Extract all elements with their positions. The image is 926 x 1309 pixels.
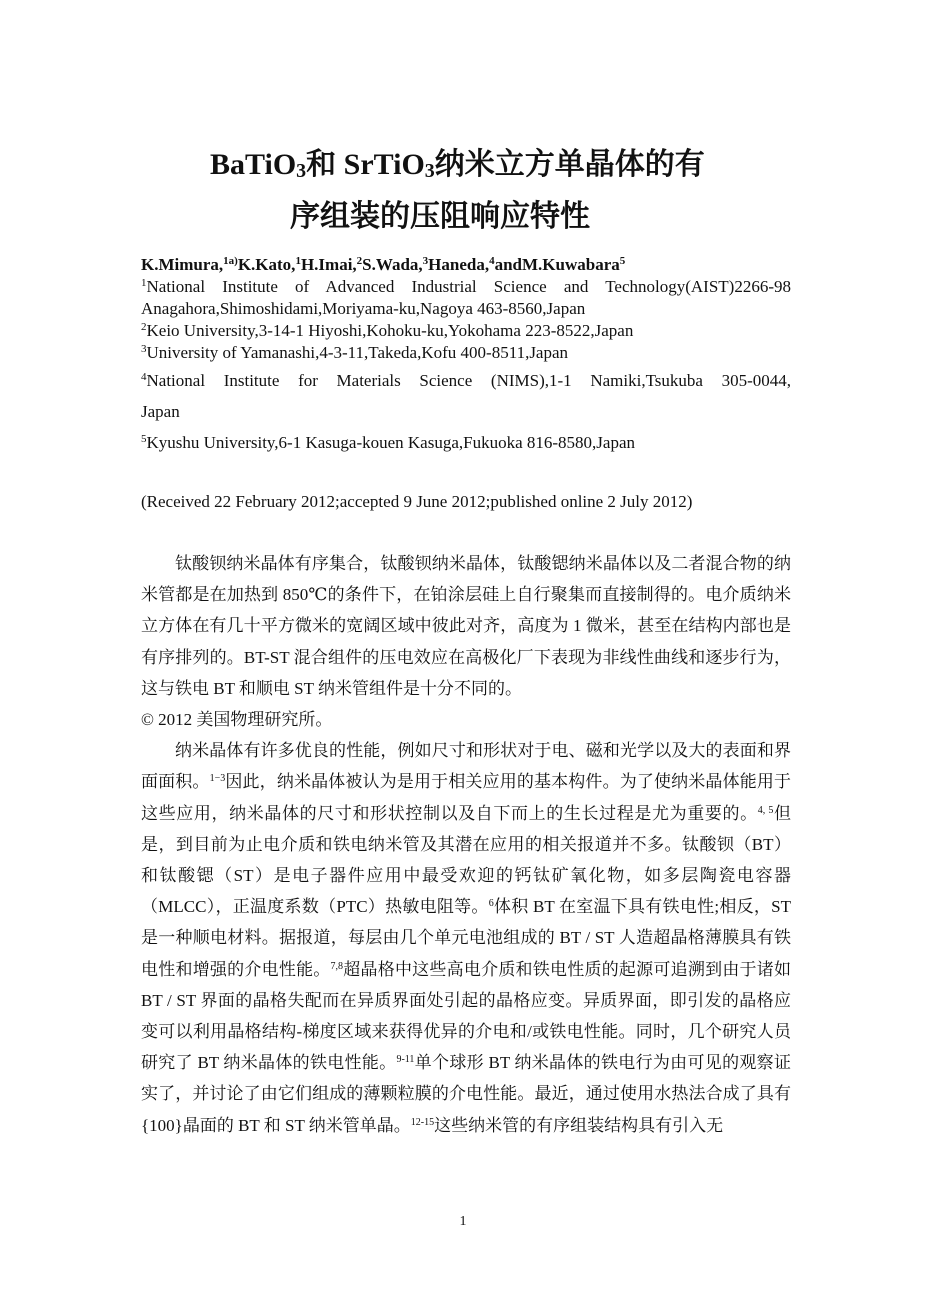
title-line-2: 序组装的压阻响应特性 — [290, 200, 590, 233]
author: andM.Kuwabara — [494, 255, 620, 274]
author: H.Imai, — [300, 255, 357, 274]
author: S.Wada, — [362, 255, 423, 274]
citation: 9-11 — [396, 1054, 415, 1066]
citation: 12-15 — [410, 1116, 435, 1128]
page-number: 1 — [459, 1214, 467, 1229]
affiliation-5: $^5$Kyushu University,6-1 Kasuga-kouen Kasuga,Fukuoka 816-8580,Japan — [141, 433, 636, 452]
author-list: K.Mimura,$^{1a)}$K.Kato,$^1$H.Imai,$^2$S.Wada,$^3$Haneda,$^4$andM.Kuwabara$^5$ — [141, 255, 626, 274]
author: Haneda, — [428, 255, 490, 274]
intro-paragraph: 纳米晶体有许多优良的性能，例如尺寸和形状对于电、磁和光学以及大的表面和界面面积。$^{1-3}$因此，纳米晶体被认为是用于相关应用的基本构件。为了使纳米晶体能用于这些应用，纳米晶体的尺寸和形状控制以及自下而上的生长过程是尤为重要的。$^{4, 5}$但是，到目前为止电介质和铁电纳米管及其潜在应用的相关报道并不多。钛酸钡（BT）和钛酸锶（ST）是电子器件应用中最受欢迎的钙钛矿氧化物，如多层陶瓷电容器（MLCC），正温度系数（PTC）热敏电阻等。$^6$体积 BT 在室温下具有铁电性;相反，ST 是一种顺电材料。据报道，每层由几个单元电池组成的 BT / ST 人造超晶格薄膜具有铁电性和增强的介电性能。$^{7,8}$超晶格中这些高电介质和铁电性质的起源可追溯到由于诸如 BT / ST 界面的晶格失配而在异质界面处引起的晶格应变。异质界面，即引发的晶格应变可以利用晶格结构-梯度区域来获得优异的介电和/或铁电性能。同时，几个研究人员研究了 BT 纳米晶体的铁电性能。$^{9-11}$单个球形 BT 纳米晶体的铁电行为由可见的观察证实了，并讨论了由它们组成的薄颗粒膜的介电性能。最近，通过使用水热法合成了具有{100}晶面的 BT 和 ST 纳米管单晶。$^{12-15}$这些纳米管的有序组装结构具有引入无 — [141, 741, 792, 1135]
citation: 6 — [488, 898, 494, 910]
title-line-1: BaTiO$_3$和 SrTiO$_3$纳米立方单晶体的有 — [210, 148, 705, 182]
citation: 4, 5 — [757, 804, 774, 816]
affiliation-1-cont: Anagahora,Shimoshidami,Moriyama-ku,Nagoya 463-8560,Japan — [141, 299, 586, 318]
title-conjunction: 和 — [306, 148, 337, 181]
author: K.Mimura, — [141, 255, 224, 274]
affiliation-1: $^1$National Institute of Advanced Industrial Science and Technology(AIST)2266-98 — [141, 277, 791, 296]
abstract-paragraph: 钛酸钡纳米晶体有序集合，钛酸钡纳米晶体，钛酸锶纳米晶体以及二者混合物的纳米管都是在加热到 850℃的条件下，在铂涂层硅上自行聚集而直接制得的。电介质纳米立方体在有几十平方微米的宽阔区域中彼此对齐，高度为 1 微米，甚至在结构内部也是有序排列的。BT-ST 混合组件的压电效应在高极化厂下表现为非线性曲线和逐步行为，这与铁电 BT 和顺电 ST 纳米管组件是十分不同的。 — [141, 554, 791, 698]
citation: 1−3 — [209, 773, 226, 785]
affiliation-2: $^2$Keio University,3-14-1 Hiyoshi,Kohoku-ku,Yokohama 223-8522,Japan — [141, 321, 634, 340]
paper-title — [140, 142, 850, 240]
affiliation-4: $^4$National Institute for Materials Science (NIMS),1-1 Namiki,Tsukuba 305-0044, — [141, 371, 791, 390]
received-dates: (Received 22 February 2012;accepted 9 June 2012;published online 2 July 2012) — [141, 492, 693, 511]
citation: 7,8 — [330, 960, 344, 972]
author: K.Kato, — [237, 255, 296, 274]
body-text — [141, 548, 791, 1141]
affiliation-4-cont: Japan — [141, 402, 180, 421]
copyright-line: © 2012 美国物理研究所。 — [141, 710, 333, 730]
affiliation-3: $^3$University of Yamanashi,4-3-11,Takeda,Kofu 400-8511,Japan — [141, 343, 569, 362]
